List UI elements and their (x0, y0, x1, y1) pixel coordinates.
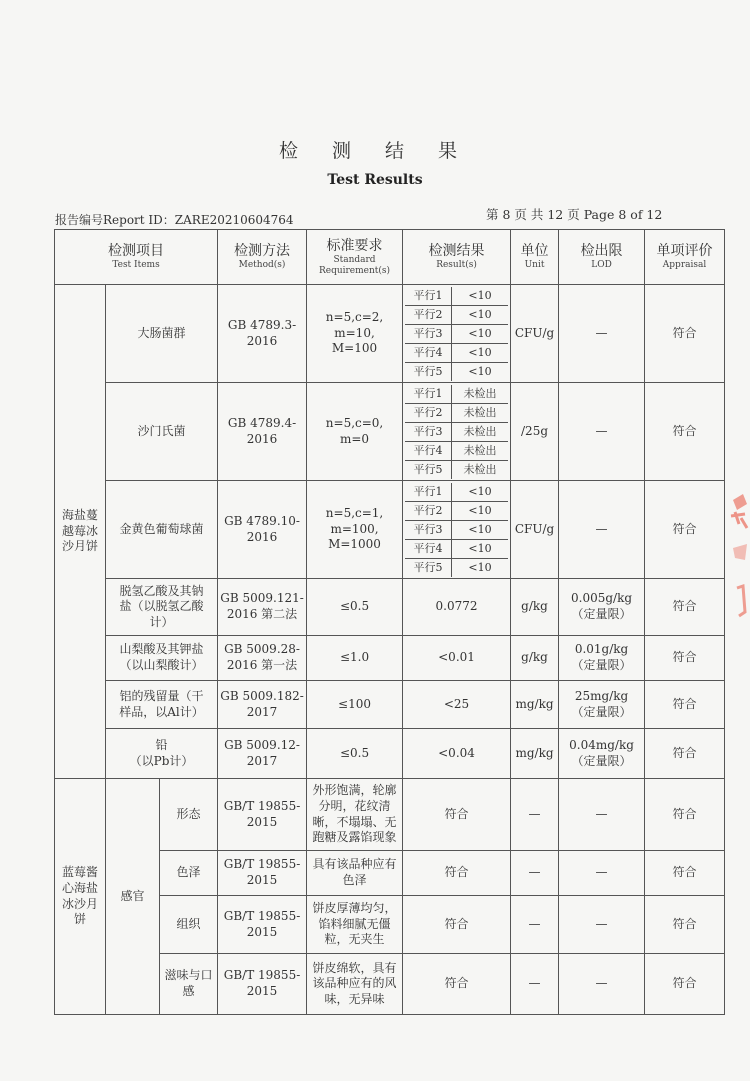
table-row (55, 681, 725, 729)
parallel-row: 平行2 <10 (405, 501, 508, 520)
test-method: GB 5009.28- 2016 第一法 (218, 636, 307, 681)
test-method: GB/T 19855- 2015 (218, 954, 307, 1015)
unit: mg/kg (511, 729, 559, 779)
parallel-row: 平行4 未检出 (405, 441, 508, 460)
col-header-item: 检测项目 Test Items (55, 230, 218, 285)
table-header-row (55, 230, 725, 285)
standard-requirement: 饼皮绵软，具有 该品种应有的风 味，无异味 (307, 954, 403, 1015)
test-item: 金黄色葡萄球菌 (106, 481, 218, 579)
lod: — (559, 481, 645, 579)
appraisal: 符合 (645, 481, 725, 579)
test-method: GB 4789.4- 2016 (218, 383, 307, 481)
appraisal: 符合 (645, 636, 725, 681)
sample-name-1: 海盐蔓 越莓冰 沙月饼 (55, 285, 106, 779)
sample-name-2: 蓝莓酱 心海盐 冰沙月 饼 (55, 779, 106, 1015)
test-method: GB 4789.10- 2016 (218, 481, 307, 579)
sensory-group: 感官 (106, 779, 160, 1015)
seal-stamp-fragment (729, 488, 750, 628)
result-value: <0.01 (403, 636, 511, 681)
appraisal: 符合 (645, 579, 725, 636)
appraisal: 符合 (645, 681, 725, 729)
test-method: GB 5009.12- 2017 (218, 729, 307, 779)
page-title-cn: 检 测 结 果 (278, 140, 472, 162)
test-method: GB 4789.3- 2016 (218, 285, 307, 383)
result-value: 0.0772 (403, 579, 511, 636)
standard-requirement: 饼皮厚薄均匀， 馅料细腻无僵 粒，无夹生 (307, 896, 403, 954)
test-method: GB 5009.182- 2017 (218, 681, 307, 729)
appraisal: 符合 (645, 896, 725, 954)
parallel-row: 平行5 <10 (405, 362, 508, 381)
standard-requirement: 具有该品种应有 色泽 (307, 851, 403, 896)
unit: — (511, 954, 559, 1015)
result-parallels (403, 285, 511, 383)
result-value: <0.04 (403, 729, 511, 779)
result-value: 符合 (403, 954, 511, 1015)
unit: — (511, 896, 559, 954)
standard-requirement: ≤0.5 (307, 579, 403, 636)
unit: mg/kg (511, 681, 559, 729)
lod: — (559, 285, 645, 383)
col-header-standard: 标准要求 Standard Requirement(s) (307, 230, 403, 285)
parallel-row: 平行1 <10 (405, 483, 508, 502)
test-item: 大肠菌群 (106, 285, 218, 383)
appraisal: 符合 (645, 729, 725, 779)
unit: — (511, 779, 559, 851)
table-row (55, 636, 725, 681)
standard-requirement: ≤100 (307, 681, 403, 729)
parallel-row: 平行5 <10 (405, 558, 508, 577)
lod: — (559, 954, 645, 1015)
appraisal: 符合 (645, 383, 725, 481)
page-title-en: Test Results (327, 172, 423, 188)
standard-requirement: ≤0.5 (307, 729, 403, 779)
table-row (55, 579, 725, 636)
test-method: GB 5009.121- 2016 第二法 (218, 579, 307, 636)
unit: CFU/g (511, 481, 559, 579)
col-header-result: 检测结果 Result(s) (403, 230, 511, 285)
page-number: 第 8 页 共 12 页 Page 8 of 12 (486, 207, 663, 222)
results-table (54, 229, 725, 1015)
test-item: 山梨酸及其钾盐 （以山梨酸计） (106, 636, 218, 681)
parallel-row: 平行1 未检出 (405, 385, 508, 404)
appraisal: 符合 (645, 779, 725, 851)
unit: /25g (511, 383, 559, 481)
test-item: 形态 (160, 779, 218, 851)
lod: 25mg/kg （定量限） (559, 681, 645, 729)
standard-requirement: n=5,c=0, m=0 (307, 383, 403, 481)
standard-requirement: n=5,c=1, m=100, M=1000 (307, 481, 403, 579)
lod: — (559, 851, 645, 896)
unit: g/kg (511, 636, 559, 681)
test-item: 脱氢乙酸及其钠 盐（以脱氢乙酸 计） (106, 579, 218, 636)
lod: — (559, 896, 645, 954)
result-value: <25 (403, 681, 511, 729)
col-header-appraisal: 单项评价 Appraisal (645, 230, 725, 285)
test-method: GB/T 19855- 2015 (218, 779, 307, 851)
parallel-row: 平行3 <10 (405, 324, 508, 343)
test-item: 铅 （以Pb计） (106, 729, 218, 779)
report-id: 报告编号Report ID：ZARE20210604764 (55, 213, 294, 227)
lod: 0.04mg/kg （定量限） (559, 729, 645, 779)
parallel-row: 平行4 <10 (405, 343, 508, 362)
parallel-row: 平行2 未检出 (405, 403, 508, 422)
parallel-row: 平行1 <10 (405, 287, 508, 306)
unit: CFU/g (511, 285, 559, 383)
appraisal: 符合 (645, 954, 725, 1015)
test-item: 滋味与口 感 (160, 954, 218, 1015)
parallel-row: 平行3 <10 (405, 520, 508, 539)
lod: 0.01g/kg （定量限） (559, 636, 645, 681)
result-value: 符合 (403, 896, 511, 954)
appraisal: 符合 (645, 285, 725, 383)
standard-requirement: ≤1.0 (307, 636, 403, 681)
result-parallels (403, 481, 511, 579)
table-row (55, 481, 725, 579)
col-header-method: 检测方法 Method(s) (218, 230, 307, 285)
unit: g/kg (511, 579, 559, 636)
unit: — (511, 851, 559, 896)
test-method: GB/T 19855- 2015 (218, 851, 307, 896)
parallel-row: 平行3 未检出 (405, 422, 508, 441)
table-row (55, 285, 725, 383)
parallel-row: 平行2 <10 (405, 305, 508, 324)
standard-requirement: 外形饱满，轮廓 分明，花纹清 晰，不塌塌、无 跑糖及露馅现象 (307, 779, 403, 851)
standard-requirement: n=5,c=2, m=10, M=100 (307, 285, 403, 383)
col-header-unit: 单位 Unit (511, 230, 559, 285)
test-item: 沙门氏菌 (106, 383, 218, 481)
lod: 0.005g/kg （定量限） (559, 579, 645, 636)
appraisal: 符合 (645, 851, 725, 896)
lod: — (559, 779, 645, 851)
table-row (55, 779, 725, 851)
table-row (55, 383, 725, 481)
result-parallels (403, 383, 511, 481)
col-header-lod: 检出限 LOD (559, 230, 645, 285)
result-value: 符合 (403, 779, 511, 851)
test-item: 组织 (160, 896, 218, 954)
result-value: 符合 (403, 851, 511, 896)
parallel-row: 平行5 未检出 (405, 460, 508, 479)
test-item: 铝的残留量（干 样品，以Al计） (106, 681, 218, 729)
table-row (55, 729, 725, 779)
test-item: 色泽 (160, 851, 218, 896)
parallel-row: 平行4 <10 (405, 539, 508, 558)
lod: — (559, 383, 645, 481)
test-method: GB/T 19855- 2015 (218, 896, 307, 954)
